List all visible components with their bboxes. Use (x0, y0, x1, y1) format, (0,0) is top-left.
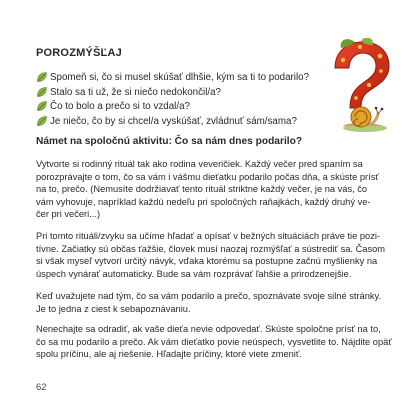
paragraph (36, 323, 392, 361)
question-mark-snail-icon (325, 38, 395, 136)
leaf-icon (36, 86, 48, 98)
text-line: Nenechajte sa odradiť, ak vaše dieťa nevie odpovedať. Skúste spoločne prísť na to, (36, 324, 381, 334)
text-line: Je to jedna z ciest k sebapoznávaniu. (36, 303, 191, 314)
leaf-icon (36, 115, 48, 127)
text-line: porozprávajte o tom, čo sa vám i vášmu dieťatku podarilo počas dňa, a skúste prísť (36, 171, 379, 182)
question-item (36, 71, 336, 86)
question-item (36, 115, 336, 130)
text-line: čo sa mu podarilo a prečo. Ak vám dieťatko povie neúspech, vysvetlite to. Nájdite opäť (36, 336, 392, 347)
paragraph (36, 230, 388, 280)
text-line: spolu príčinu, ale aj riešenie. Hľadajte príčiny, ktoré viete zmeniť. (36, 349, 302, 360)
paragraph (36, 290, 388, 315)
question-text: Stalo sa ti už, že si niečo nedokončil/a? (50, 86, 222, 98)
paragraph (36, 158, 388, 221)
text-line: tívne. Začiatky sú občas ťažšie, človek musí naozaj rozmýšľať a sústrediť sa. Časom (36, 243, 386, 254)
text-line: Keď uvažujete nad tým, čo sa vám podarilo a prečo, spoznávate svoje silné stránky. (36, 291, 382, 301)
text-line: Vytvorte si rodinný rituál tak ako rodina veveričiek. Každý večer pred spaním sa (36, 159, 363, 169)
text-line: úspech vynárať automaticky. Bude sa vám rozprávať ľahšie a prirodzenejšie. (36, 268, 352, 279)
text-line: na to, prečo. (Nemusíte dodržiavať tento rituál striktne každý večer, je na vás, čo (36, 184, 368, 195)
reflection-questions (36, 71, 336, 129)
question-text: Čo to bolo a prečo si to vzdal/a? (50, 101, 190, 113)
page-number: 62 (36, 382, 47, 393)
leaf-icon (36, 100, 48, 112)
text-line: vám vyhovuje, napríklad každú nedeľu pri spoločných raňajkách, každý druhý ve- (36, 196, 371, 207)
question-item (36, 100, 336, 115)
question-item (36, 86, 336, 101)
question-text: Spomeň si, čo si musel skúšať dlhšie, kým sa ti to podarilo? (50, 72, 310, 83)
leaf-icon (36, 71, 48, 83)
question-text: Je niečo, čo by si chcel/a vyskúšať, zvládnuť sám/sama? (50, 115, 297, 127)
activity-heading: Námet na spoločnú aktivitu: Čo sa nám dnes podarilo? (36, 136, 303, 147)
text-line: čer pri večeri...) (36, 209, 101, 220)
text-line: si však myseľ vytvorí určitý návyk, vďaka ktorému sa postupne začnú myšlienky na (36, 256, 378, 267)
text-line: Pri tomto rituáli/zvyku sa učíme hľadať a opísať v bežných situáciách práve tie pozi- (36, 231, 381, 241)
page-title: POROZMÝŠĽAJ (36, 47, 122, 59)
